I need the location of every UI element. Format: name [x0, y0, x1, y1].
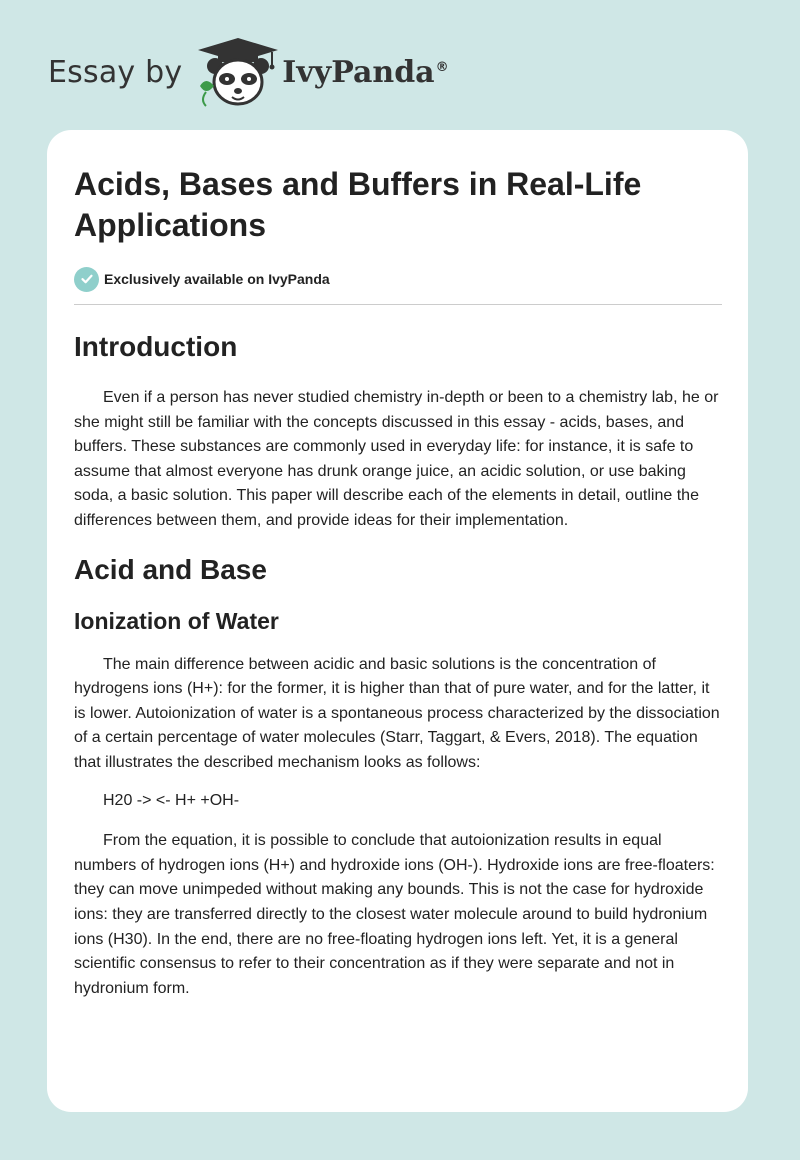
essay-title: Acids, Bases and Buffers in Real-Life Applications — [74, 166, 642, 243]
check-icon — [74, 267, 99, 292]
exclusive-label: Exclusively available on IvyPanda — [104, 271, 330, 287]
introduction-paragraph: Even if a person has never studied chemistry in-depth or been to a chemistry lab, he or she might still be familiar with the concepts discussed in this essay - acids, bases, and buffers. These substances are commonly used in everyday life: for instance, it is safe to assume that almost everyone has drunk orange juice, an acidic solution, or use baking soda, a basic solution. This paper will describe each of the elements in detail, outline the differences between them, and provide ideas for their implementation. — [74, 389, 719, 529]
ionization-equation: H20 -> <- H+ +OH- — [103, 791, 240, 809]
brand-header — [48, 36, 449, 108]
ionization-paragraph-2: From the equation, it is possible to conclude that autoionization results in equal numbers of hydrogen ions (H+) and hydroxide ions (OH-). Hydroxide ions are free-floaters: they can move unimpeded without making any bounds. This is not the case for hydroxide ions: they are transferred directly to the closest water molecule around to build hydronium ions (H30). In the end, there are no free-floating hydrogen ions left. Yet, it is a general scientific consensus to refer to their concentration as if they were separate and not in hydronium form. — [74, 832, 715, 997]
section-heading-acid-and-base: Acid and Base — [74, 553, 267, 585]
brand-name — [282, 55, 448, 90]
ionization-paragraph-1: The main difference between acidic and basic solutions is the concentration of hydrogens ions (H+): for the former, it is higher than that of pure water, and for the latter, it is lower. Autoionization of water is a spontaneous process characterized by the dissociation of a certain percentage of water molecules (Starr, Taggart, & Evers, 2018). The equation that illustrates the described mechanism looks as follows: — [74, 655, 720, 771]
brand-name-text: IvyPanda — [282, 54, 435, 90]
essay-content — [47, 130, 748, 1001]
brand-prefix: Essay by — [48, 54, 183, 90]
essay-card — [47, 130, 748, 1112]
section-heading-introduction: Introduction — [74, 331, 238, 362]
registered-mark: ® — [435, 59, 449, 75]
panda-graduate-icon — [196, 36, 280, 108]
exclusive-badge — [74, 266, 722, 292]
title-divider — [74, 304, 722, 305]
subsection-heading-ionization: Ionization of Water — [74, 607, 279, 634]
